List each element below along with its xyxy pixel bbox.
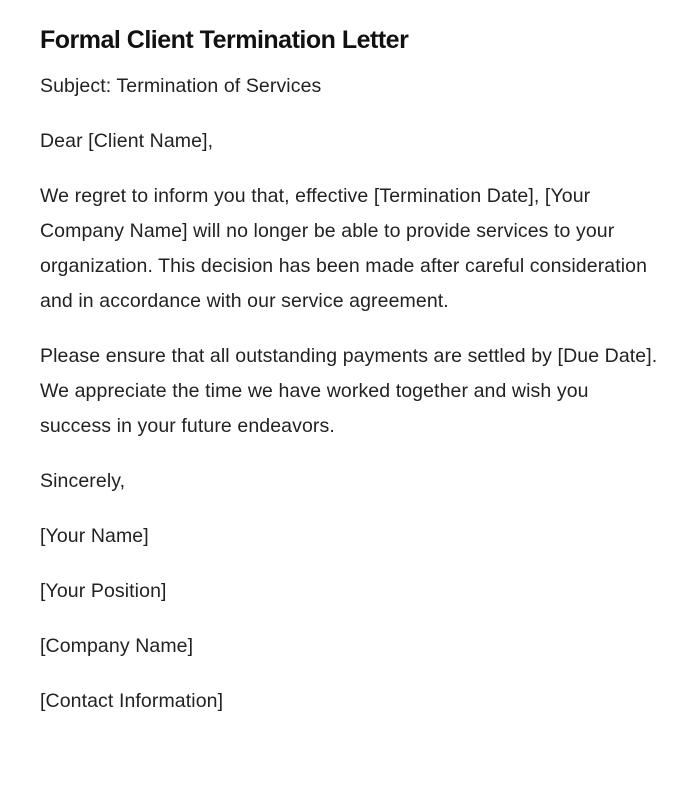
signature-name: [Your Name] <box>40 525 149 547</box>
body-paragraph-2: Please ensure that all outstanding payments are settled by [Due Date]. We appreciate the time we have worked together and wish you success in your future endeavors. <box>40 345 658 437</box>
greeting: Dear [Client Name], <box>40 130 214 152</box>
closing: Sincerely, <box>40 470 126 492</box>
signature-company: [Company Name] <box>40 635 194 657</box>
subject-line: Subject: Termination of Services <box>40 75 322 97</box>
signature-contact: [Contact Information] <box>40 690 224 712</box>
signature-position: [Your Position] <box>40 580 167 602</box>
letter-title: Formal Client Termination Letter <box>40 26 409 54</box>
body-paragraph-1: We regret to inform you that, effective [Termination Date], [Your Company Name] will no longer be able to provide services to your organization. This decision has been made after careful consideration and in accordance with our service agreement. <box>40 185 648 312</box>
